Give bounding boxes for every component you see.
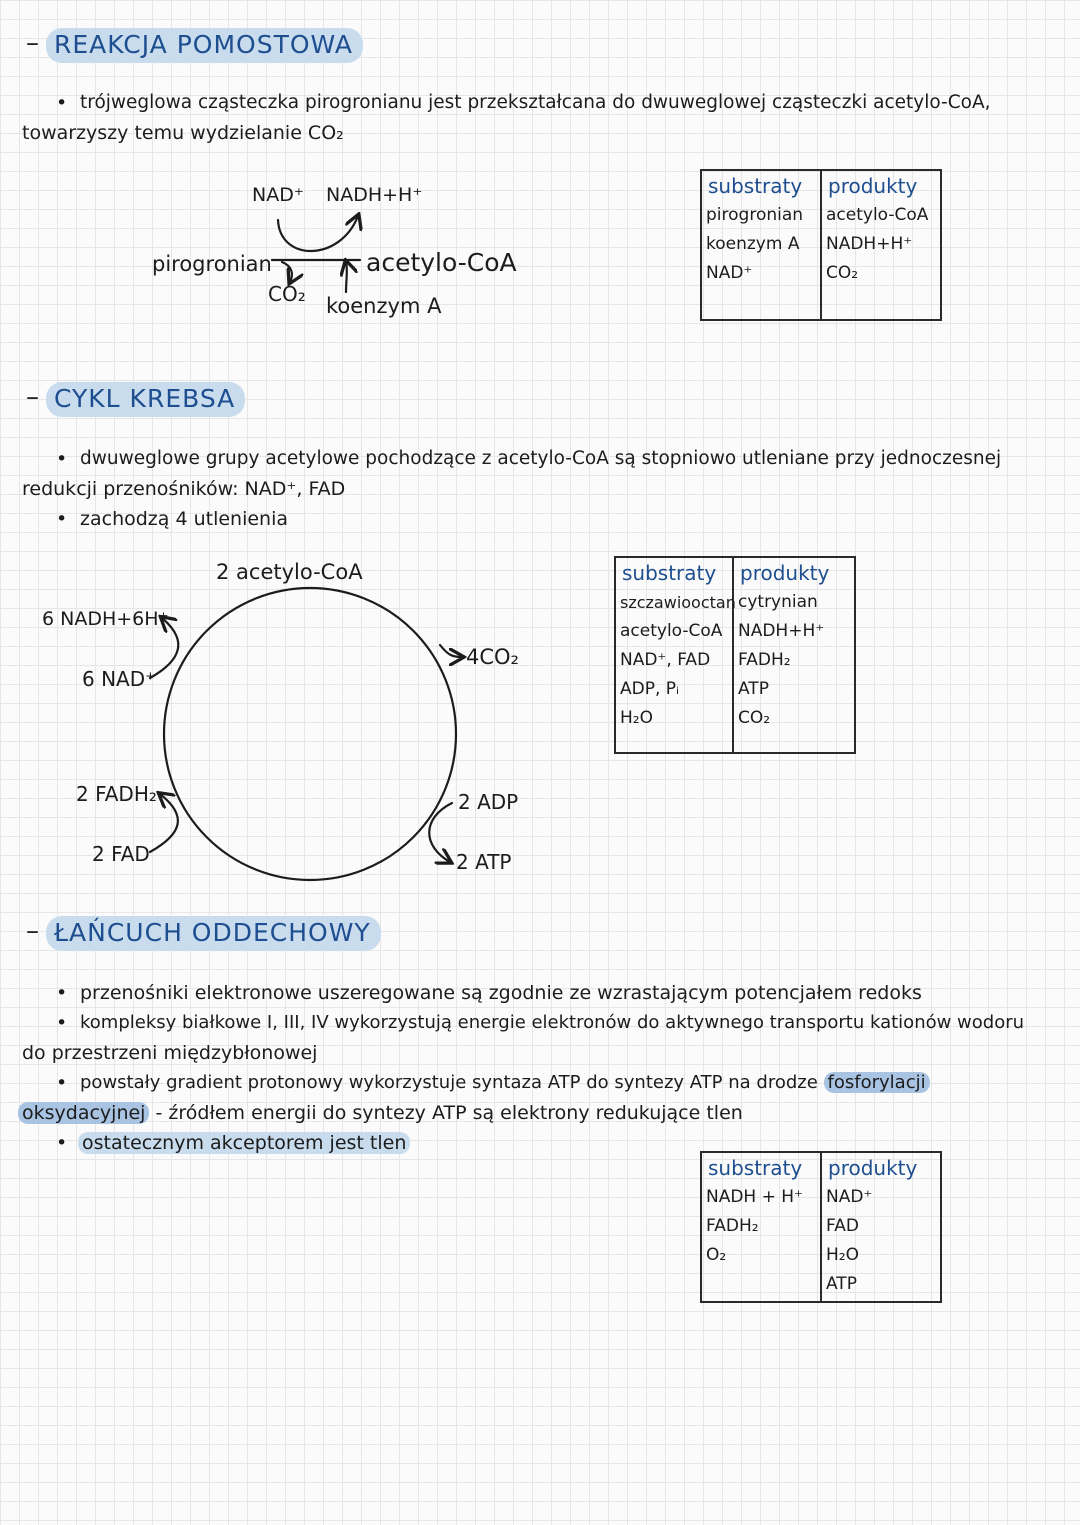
bullet-dot: • <box>56 92 68 114</box>
section3-heading: ŁAŃCUCH ODDECHOWY <box>46 916 381 951</box>
diagram1-nad: NAD⁺ <box>252 184 304 206</box>
table-cell: FADH₂ <box>738 650 791 670</box>
table-header-substrates: substraty <box>708 1156 803 1180</box>
table-cell: koenzym A <box>706 234 800 254</box>
table-cell: CO₂ <box>738 708 771 728</box>
diagram1-nad-curve <box>278 216 358 251</box>
bullet-dot: • <box>56 448 68 470</box>
table-cell: NADH+H⁺ <box>738 621 825 641</box>
table-cell: NADH+H⁺ <box>826 234 913 254</box>
table-cell: cytrynian <box>738 592 818 612</box>
cycle-label-top: 2 acetylo-CoA <box>216 560 363 584</box>
krebs-cycle-circle <box>164 588 456 880</box>
table-cell: NAD⁺ <box>706 263 753 283</box>
highlight-fosforylacji: fosforylacji <box>824 1072 930 1093</box>
section1-bullet1-line2: towarzyszy temu wydzielanie CO₂ <box>22 122 344 144</box>
diagram1-acetylo: acetylo-CoA <box>366 248 517 277</box>
diagram1-nadh: NADH+H⁺ <box>326 184 423 206</box>
table-cell: szczawiooctan <box>620 593 736 612</box>
table-cell: CO₂ <box>826 263 859 283</box>
table-header-products: produkty <box>828 1156 918 1180</box>
table-cell: pirogronian <box>706 205 804 225</box>
table-header-products: produkty <box>828 174 918 198</box>
section3-bullet2-line2: do przestrzeni międzybłonowej <box>22 1042 318 1064</box>
section2-bullet1-line2: redukcji przenośników: NAD⁺, FAD <box>22 478 346 500</box>
table-cell: NAD⁺ <box>826 1187 873 1207</box>
bullet3-text: powstały gradient protonowy wykorzystuje syntaza ATP do syntezy ATP na drodze <box>80 1072 818 1093</box>
table-header-substrates: substraty <box>708 174 803 198</box>
bullet3-text-post: - źródłem energii do syntezy ATP są elektrony redukujące tlen <box>149 1102 743 1124</box>
table-cell: acetylo-CoA <box>620 621 723 641</box>
bullet-dot: • <box>56 1132 68 1154</box>
section3-dash: – <box>26 916 39 946</box>
table-header-products: produkty <box>740 561 830 585</box>
section1-dash: – <box>26 28 39 58</box>
table-cell: H₂O <box>620 708 653 728</box>
section1-heading: REAKCJA POMOSTOWA <box>46 28 363 63</box>
table-cell: ATP <box>826 1274 857 1294</box>
table-cell: ATP <box>738 679 769 699</box>
cycle-label-fad: 2 FAD <box>92 842 150 866</box>
section3-bullet2-line1: kompleksy białkowe I, III, IV wykorzystują energie elektronów do aktywnego transportu kationów wodoru <box>80 1012 1025 1033</box>
diagram1-co2-arrow <box>282 262 292 282</box>
table-cell: NADH + H⁺ <box>706 1187 804 1207</box>
bullet-dot: • <box>56 1072 68 1094</box>
table-cell: NAD⁺, FAD <box>620 650 711 670</box>
table-cell: H₂O <box>826 1245 859 1265</box>
diagram1-koenzym-arrow <box>346 262 347 292</box>
table-cell: FADH₂ <box>706 1216 759 1236</box>
diagram1-pirogronian: pirogronian <box>152 252 272 276</box>
cycle-fad-curve <box>150 794 178 852</box>
table-cell: ADP, Pᵢ <box>620 679 680 699</box>
cycle-label-adp: 2 ADP <box>458 790 519 814</box>
cycle-label-nadh: 6 NADH+6H⁺ <box>42 608 169 630</box>
highlight-bullet4: ostatecznym akceptorem jest tlen <box>78 1132 410 1154</box>
section2-heading: CYKL KREBSA <box>46 382 245 417</box>
section3-bullet1: przenośniki elektronowe uszeregowane są zgodnie ze wzrastającym potencjałem redoks <box>80 982 922 1004</box>
section2-bullet1-line1: dwuweglowe grupy acetylowe pochodzące z acetylo-CoA są stopniowo utleniane przy jednoczesnej <box>80 448 1002 469</box>
highlight-oksydacyjnej: oksydacyjnej <box>18 1102 149 1124</box>
table-cell: O₂ <box>706 1245 727 1265</box>
section2-dash: – <box>26 382 39 412</box>
bullet-dot: • <box>56 1012 68 1034</box>
table-header-substrates: substraty <box>622 561 717 585</box>
cycle-label-fadh: 2 FADH₂ <box>76 782 157 806</box>
diagram1-co2: CO₂ <box>268 282 306 306</box>
bullet-dot: • <box>56 508 68 530</box>
section1-bullet1-line1: trójweglowa cząsteczka pirogronianu jest przekształcana do dwuweglowej cząsteczki acetylo-CoA, <box>80 92 991 113</box>
table-cell: acetylo-CoA <box>826 205 929 225</box>
bullet-dot: • <box>56 982 68 1004</box>
cycle-label-nad: 6 NAD⁺ <box>82 667 156 691</box>
diagram1-koenzym: koenzym A <box>326 294 442 318</box>
cycle-nad-curve <box>150 618 178 678</box>
cycle-label-co2: 4CO₂ <box>466 645 519 669</box>
section2-bullet2: zachodzą 4 utlenienia <box>80 508 289 530</box>
cycle-co2-arrow <box>440 645 462 657</box>
cycle-label-atp: 2 ATP <box>456 850 512 874</box>
table-cell: FAD <box>826 1216 859 1236</box>
